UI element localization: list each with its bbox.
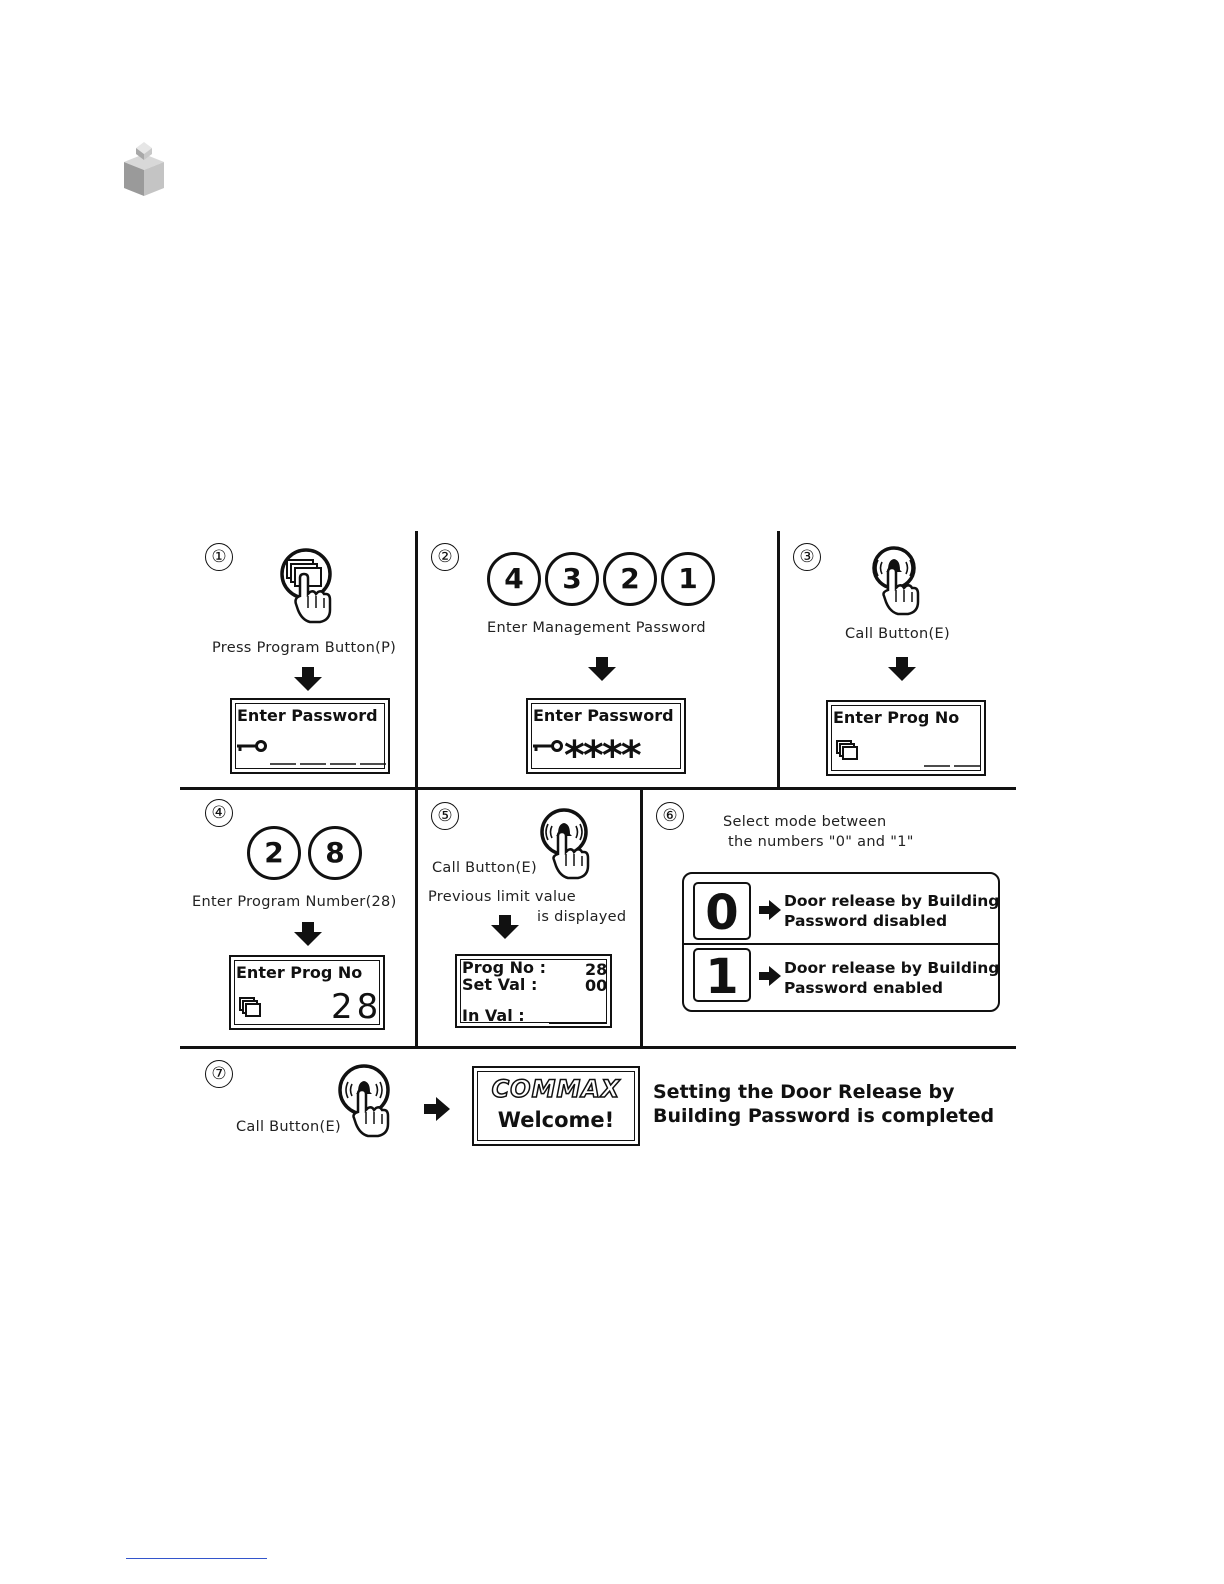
mode-0-line2: Password disabled — [784, 912, 948, 930]
step-note-line2: is displayed — [537, 909, 627, 925]
mode-1-line1: Door release by Building — [784, 959, 1000, 977]
step-number: ⑥ — [656, 802, 684, 830]
set-val-value: 00 — [585, 976, 608, 995]
down-arrow-icon — [491, 915, 519, 939]
result-line1: Setting the Door Release by — [653, 1081, 955, 1103]
down-arrow-icon — [294, 667, 322, 691]
lcd-display — [229, 955, 385, 1030]
step-caption: Call Button(E) — [236, 1119, 341, 1135]
step-number: ③ — [793, 543, 821, 571]
welcome-text: Welcome! — [497, 1108, 615, 1132]
mode-divider — [684, 943, 998, 945]
down-arrow-icon — [888, 657, 916, 681]
right-arrow-icon — [424, 1097, 450, 1121]
footnote-rule — [126, 1558, 267, 1559]
mode-0-line1: Door release by Building — [784, 892, 1000, 910]
step-number: ⑦ — [205, 1060, 233, 1088]
cube-icon — [120, 140, 168, 200]
step-caption-line1: Select mode between — [723, 814, 887, 830]
step-number: ② — [431, 543, 459, 571]
in-val-label: In Val : — [462, 1006, 525, 1025]
prog-no-label: Prog No : — [462, 958, 546, 977]
password-digit: 4 — [487, 552, 541, 606]
lcd-title: Enter Prog No — [236, 963, 363, 982]
input-placeholder-lines — [924, 764, 984, 768]
welcome-display — [472, 1066, 640, 1146]
right-arrow-icon — [759, 900, 781, 920]
step-caption: Call Button(E) — [432, 860, 537, 876]
program-digit: 8 — [308, 826, 362, 880]
mode-digit-0: 0 — [693, 882, 751, 940]
password-digit: 2 — [603, 552, 657, 606]
step-caption: Enter Management Password — [487, 620, 706, 636]
mode-digit-1: 1 — [693, 948, 751, 1002]
step-caption: Press Program Button(P) — [212, 640, 397, 656]
lcd-display — [826, 700, 986, 776]
down-arrow-icon — [294, 922, 322, 946]
lcd-display — [230, 698, 390, 774]
password-digit: 1 — [661, 552, 715, 606]
password-digit: 3 — [545, 552, 599, 606]
program-icon — [239, 997, 263, 1019]
key-icon — [533, 740, 563, 754]
result-line2: Building Password is completed — [653, 1105, 995, 1127]
lcd-title: Enter Prog No — [833, 708, 960, 727]
set-val-label: Set Val : — [462, 975, 538, 994]
input-placeholder-lines — [270, 762, 390, 766]
step-caption-line2: the numbers "0" and "1" — [728, 834, 914, 850]
call-button-press-icon — [334, 1064, 396, 1138]
step-number: ① — [205, 543, 233, 571]
right-arrow-icon — [759, 966, 781, 986]
call-button-press-icon — [866, 546, 928, 616]
step-caption: Call Button(E) — [845, 626, 950, 642]
step-number: ④ — [205, 799, 233, 827]
lcd-title: Enter Password — [533, 706, 674, 725]
lcd-display — [526, 698, 686, 779]
lcd-title: Enter Password — [237, 706, 378, 725]
step-number: ⑤ — [431, 802, 459, 830]
program-button-press-icon — [276, 548, 338, 624]
input-placeholder-line — [549, 1022, 607, 1024]
mode-1-line2: Password enabled — [784, 979, 943, 997]
call-button-press-icon — [536, 808, 598, 880]
prog-no-value: 28 — [585, 960, 608, 979]
program-number-value: 28 — [331, 987, 383, 1027]
lcd-display — [455, 954, 612, 1028]
step-caption: Enter Program Number(28) — [192, 894, 397, 910]
commax-logo: COMMAX — [491, 1075, 621, 1103]
key-icon — [237, 740, 267, 754]
down-arrow-icon — [588, 657, 616, 681]
step-note-line1: Previous limit value — [428, 889, 576, 905]
program-digit: 2 — [247, 826, 301, 880]
program-icon — [836, 740, 860, 762]
masked-password: **** — [564, 733, 640, 779]
